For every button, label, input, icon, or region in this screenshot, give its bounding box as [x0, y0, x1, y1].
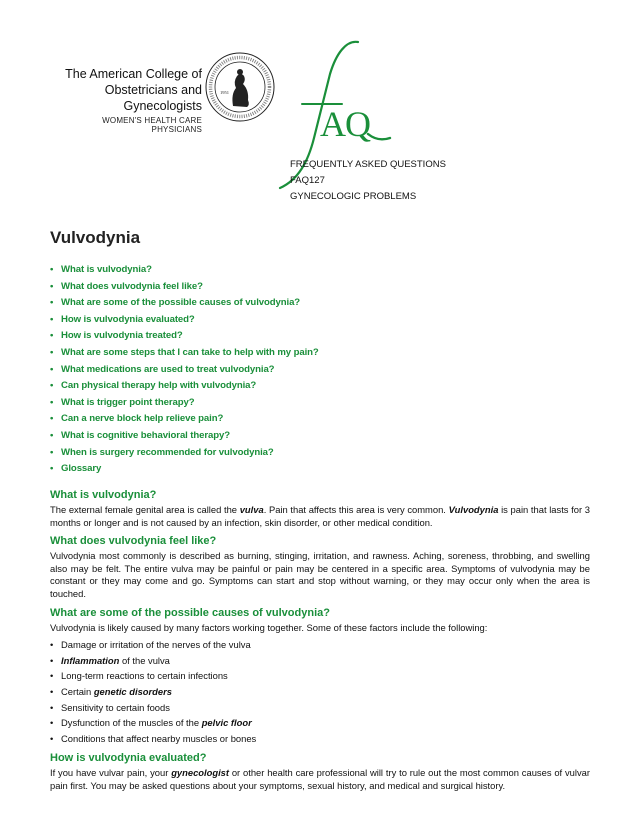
list-item: • Sensitivity to certain foods: [50, 701, 170, 713]
list-item: • Inflammation of the vulva: [50, 654, 170, 666]
glossary-term: Vulvodynia: [448, 504, 499, 515]
seal-year: 1951: [220, 90, 229, 95]
glossary-term: Inflammation: [61, 654, 120, 666]
faq-number: FAQ127: [290, 175, 325, 186]
organization-name: [50, 66, 202, 134]
org-name-line-1: The American College of: [65, 67, 202, 81]
list-item: • Long-term reactions to certain infections: [50, 670, 228, 682]
faq-category: GYNECOLOGIC PROBLEMS: [290, 191, 417, 202]
section-causes: [50, 606, 590, 747]
faq-meta: [290, 157, 446, 205]
glossary-term: vulva: [239, 504, 264, 515]
toc-item[interactable]: • What is trigger point therapy?: [50, 396, 195, 408]
org-name-line-2: Obstetricians and Gynecologists: [104, 83, 202, 113]
toc-item[interactable]: • How is vulvodynia evaluated?: [50, 313, 195, 325]
page-title: Vulvodynia: [50, 228, 141, 247]
section-paragraph: Vulvodynia is likely caused by many factors working together. Some of these factors include the following:: [50, 621, 488, 633]
section-paragraph: Vulvodynia most commonly is described as burning, stinging, irritation, and rawness. Aching, soreness, throbbing, and swelling also may be felt. The entire vulva may be painful or pain may be centered in a specific area. Symptoms of vulvodynia may be constant or they may come and go. Symptoms can start and stop without warning, or they may occur only when the area is touched.: [50, 550, 590, 599]
section-heading: How is vulvodynia evaluated?: [50, 752, 207, 765]
toc-item[interactable]: • Glossary: [50, 463, 102, 475]
section-heading: What are some of the possible causes of vulvodynia?: [50, 606, 330, 619]
section-evaluated: [50, 751, 590, 792]
section-paragraph: The external female genital area is called the vulva. Pain that affects this area is very common. Vulvodynia is pain that lasts for 3 months or longer and is not caused by an infection, skin disorder, or other medical condition.: [50, 504, 590, 528]
toc-item[interactable]: • What is vulvodynia?: [50, 264, 152, 275]
org-tagline: WOMEN'S HEALTH CARE PHYSICIANS: [102, 116, 202, 134]
toc-item[interactable]: • Can physical therapy help with vulvodynia?: [50, 380, 257, 392]
article-body: [50, 488, 590, 798]
causes-list: [50, 637, 590, 746]
section-paragraph: If you have vulvar pain, your gynecologist or other health care professional will try to rule out the most common causes of vulvar pain first. You may be asked questions about your symptoms, sexual history, and medical and surgical history.: [50, 767, 590, 791]
toc-item[interactable]: • What are some steps that I can take to help with my pain?: [50, 346, 319, 358]
toc-item[interactable]: • What are some of the possible causes of vulvodynia?: [50, 297, 301, 309]
glossary-term: pelvic floor: [201, 717, 252, 729]
svg-text:AQ: AQ: [320, 104, 370, 144]
toc-item[interactable]: • How is vulvodynia treated?: [50, 330, 183, 342]
list-item: • Conditions that affect nearby muscles or bones: [50, 732, 257, 744]
toc-item[interactable]: • When is surgery recommended for vulvodynia?: [50, 446, 274, 458]
section-heading: What is vulvodynia?: [50, 489, 157, 501]
list-item: • Damage or irritation of the nerves of the vulva: [50, 639, 251, 651]
list-item: • Certain genetic disorders: [50, 685, 172, 697]
glossary-term: gynecologist: [171, 767, 230, 779]
section-heading: What does vulvodynia feel like?: [50, 535, 217, 548]
toc-item[interactable]: • Can a nerve block help relieve pain?: [50, 413, 224, 425]
faq-label: FREQUENTLY ASKED QUESTIONS: [290, 159, 446, 170]
list-item: • Dysfunction of the muscles of the pelvic floor: [50, 717, 252, 729]
toc-item[interactable]: • What does vulvodynia feel like?: [50, 280, 203, 292]
section-feel-like: [50, 534, 590, 600]
toc-item[interactable]: • What is cognitive behavioral therapy?: [50, 429, 231, 441]
table-of-contents: [50, 262, 319, 478]
section-what-is: [50, 488, 590, 529]
glossary-term: genetic disorders: [93, 685, 172, 697]
toc-item[interactable]: • What medications are used to treat vulvodynia?: [50, 363, 275, 375]
